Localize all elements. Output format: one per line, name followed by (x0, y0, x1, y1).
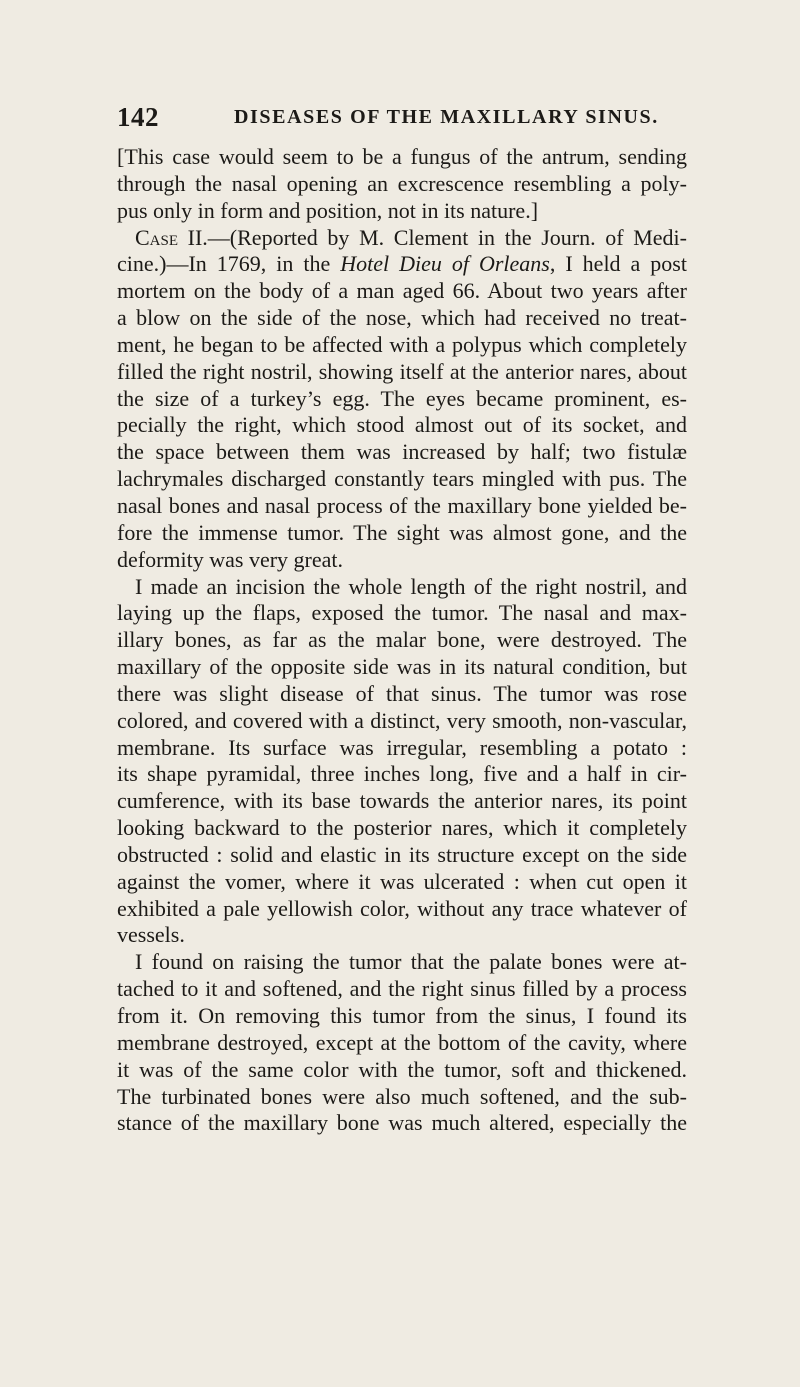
text-run: obstructed : solid and elastic in its structure except on the side (117, 841, 687, 867)
text-run: through the nasal opening an excrescence resembling a poly- (117, 170, 687, 196)
text-run: colored, and covered with a distinct, very smooth, non-vascular, (117, 707, 687, 733)
text-line (117, 842, 687, 869)
text-run: cumference, with its base towards the anterior nares, its point (117, 788, 687, 814)
text-run: , I held a post (549, 251, 687, 277)
text-line (117, 788, 687, 815)
text-line (117, 225, 687, 252)
paragraph (117, 144, 687, 225)
body-text (117, 144, 687, 1137)
paragraph (117, 949, 687, 1137)
text-run: [This case would seem to be a fungus of the antrum, sending (117, 144, 687, 169)
page-number: 142 (117, 102, 159, 132)
text-line (117, 144, 687, 171)
text-run: stance of the maxillary bone was much altered, especially the (117, 1110, 687, 1136)
text-run: the size of a turkey’s egg. The eyes became prominent, es- (117, 385, 687, 411)
text-line (117, 359, 687, 386)
text-line (117, 922, 687, 949)
text-run: lachrymales discharged constantly tears mingled with pus. The (117, 466, 687, 492)
text-run: membrane destroyed, except at the bottom of the cavity, where (117, 1029, 687, 1055)
text-line (117, 439, 687, 466)
text-run: there was slight disease of that sinus. The tumor was rose (117, 680, 687, 706)
text-line (117, 520, 687, 547)
text-line (117, 815, 687, 842)
text-line (117, 976, 687, 1003)
running-head (117, 102, 687, 138)
text-line (117, 278, 687, 305)
text-run: pecially the right, which stood almost out of its socket, and (117, 412, 687, 438)
text-line (117, 600, 687, 627)
paragraph (117, 225, 687, 574)
text-line (117, 627, 687, 654)
text-run: The turbinated bones were also much softened, and the sub- (117, 1083, 687, 1109)
running-title: DISEASES OF THE MAXILLARY SINUS. (234, 106, 659, 128)
text-run: nasal bones and nasal process of the maxillary bone yielded be- (117, 492, 687, 518)
text-line (117, 574, 687, 601)
text-line (117, 547, 687, 574)
text-run: deformity was very great. (117, 546, 344, 572)
text-line (117, 198, 687, 225)
text-run: pus only in form and position, not in its nature.] (117, 197, 539, 223)
text-run: maxillary of the opposite side was in its natural condition, but (117, 654, 687, 680)
text-run: II.—(Reported by M. Clement in the Journ. of Medi- (178, 224, 687, 250)
text-line (117, 761, 687, 788)
text-run: fore the immense tumor. The sight was almost gone, and the (117, 519, 687, 545)
text-line (117, 386, 687, 413)
text-line (117, 466, 687, 493)
text-line (117, 654, 687, 681)
text-run: the space between them was increased by half; two fistulæ (117, 439, 687, 465)
text-run: mortem on the body of a man aged 66. About two years after (117, 278, 687, 304)
text-run: from it. On removing this tumor from the sinus, I found its (117, 1003, 687, 1028)
text-run: vessels. (117, 922, 185, 948)
text-line (117, 493, 687, 520)
text-run: filled the right nostril, showing itself at the anterior nares, about (117, 358, 687, 384)
paragraph (117, 574, 687, 950)
text-line (117, 332, 687, 359)
text-run: its shape pyramidal, three inches long, five and a half in cir- (117, 761, 687, 787)
text-run: a blow on the side of the nose, which had received no treat- (117, 305, 687, 331)
italic-text: Hotel Dieu of Orleans (340, 251, 550, 277)
text-run: I made an incision the whole length of the right nostril, and (135, 573, 687, 599)
text-line (117, 1030, 687, 1057)
text-run: it was of the same color with the tumor, soft and thickened. (117, 1056, 687, 1082)
text-run: against the vomer, where it was ulcerated : when cut open it (117, 868, 687, 894)
text-line (117, 735, 687, 762)
text-line (117, 949, 687, 976)
text-line (117, 1003, 687, 1030)
text-run: looking backward to the posterior nares, which it completely (117, 815, 687, 841)
text-line (117, 681, 687, 708)
text-run: illary bones, as far as the malar bone, were destroyed. The (117, 627, 687, 653)
text-run: ment, he began to be affected with a polypus which completely (117, 331, 687, 357)
text-run: I found on raising the tumor that the palate bones were at- (135, 949, 687, 975)
text-line (117, 1110, 687, 1137)
text-run: membrane. Its surface was irregular, resembling a potato : (117, 734, 687, 760)
text-run: exhibited a pale yellowish color, without any trace whatever of (117, 895, 687, 921)
text-run: laying up the flaps, exposed the tumor. The nasal and max- (117, 600, 687, 626)
text-line (117, 1084, 687, 1111)
small-caps-text: Case (135, 224, 179, 250)
text-line (117, 869, 687, 896)
text-run: tached to it and softened, and the right sinus filled by a process (117, 976, 687, 1002)
text-line (117, 1057, 687, 1084)
text-line (117, 708, 687, 735)
text-line (117, 305, 687, 332)
text-line (117, 171, 687, 198)
text-line (117, 412, 687, 439)
text-run: cine.)—In 1769, in the (117, 251, 341, 277)
text-line (117, 896, 687, 923)
text-line (117, 251, 687, 278)
